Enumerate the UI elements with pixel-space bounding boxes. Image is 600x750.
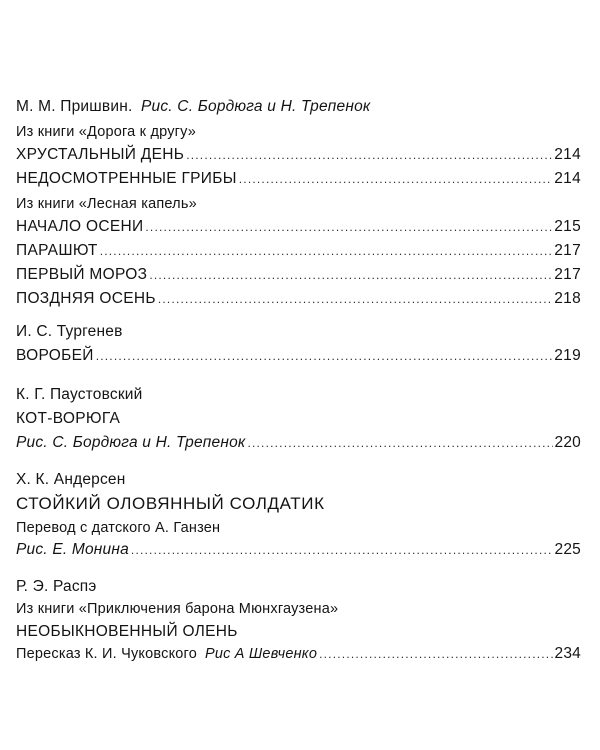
page-number: 217	[554, 266, 581, 283]
toc-entry[interactable]	[16, 242, 581, 260]
toc-entry[interactable]	[16, 541, 581, 559]
work-title: КОТ-ВОРЮГА	[16, 410, 121, 427]
book-source: Из книги «Приключения барона Мюнхгаузена»	[16, 601, 339, 617]
entry-title: ВОРОБЕЙ	[16, 347, 94, 364]
dot-leader	[131, 543, 553, 557]
entry-title: ПОЗДНЯЯ ОСЕНЬ	[16, 290, 156, 307]
work-title: НЕОБЫКНОВЕННЫЙ ОЛЕНЬ	[16, 623, 238, 640]
entry-title: ПЕРВЫЙ МОРОЗ	[16, 266, 148, 283]
illustrator-credit: Рис. С. Бордюга и Н. Трепенок	[16, 434, 246, 451]
author-name: К. Г. Паустовский	[16, 386, 143, 403]
page-number: 219	[554, 347, 581, 364]
author-line-prishvin	[16, 98, 581, 116]
dot-leader	[96, 349, 553, 363]
entry-title: НЕДОСМОТРЕННЫЕ ГРИБЫ	[16, 170, 237, 187]
author-name: Х. К. Андерсен	[16, 471, 126, 488]
entry-title: ХРУСТАЛЬНЫЙ ДЕНЬ	[16, 146, 185, 163]
page-number: 234	[554, 645, 581, 662]
page-number: 225	[554, 541, 581, 558]
page-number: 220	[554, 434, 581, 451]
page-number: 214	[554, 170, 581, 187]
illustrator-credit: Рис А Шевченко	[204, 646, 318, 662]
dot-leader	[239, 172, 552, 186]
toc-entry[interactable]	[16, 347, 581, 365]
toc-entry[interactable]	[16, 170, 581, 188]
author-name: Р. Э. Распэ	[16, 578, 97, 595]
toc-entry[interactable]	[16, 146, 581, 164]
entry-title: ПАРАШЮТ	[16, 242, 98, 259]
dot-leader	[319, 647, 552, 661]
work-title: СТОЙКИЙ ОЛОВЯННЫЙ СОЛДАТИК	[16, 494, 325, 513]
toc-entry[interactable]	[16, 218, 581, 236]
retelling-credit: Пересказ К. И. Чуковского	[16, 646, 197, 662]
toc-entry[interactable]	[16, 645, 581, 663]
illustrator-credit: Рис. Е. Монина	[16, 541, 129, 558]
page-number: 215	[554, 218, 581, 235]
dot-leader	[145, 220, 552, 234]
page-number: 217	[554, 242, 581, 259]
page-number: 214	[554, 146, 581, 163]
dot-leader	[186, 148, 552, 162]
toc-entry[interactable]	[16, 290, 581, 308]
toc-entry[interactable]	[16, 434, 581, 452]
book-source: Из книги «Дорога к другу»	[16, 124, 197, 140]
page-number: 218	[554, 290, 581, 307]
dot-leader	[100, 244, 553, 258]
translation-credit: Перевод с датского А. Ганзен	[16, 520, 221, 536]
dot-leader	[149, 268, 552, 282]
author-name: М. М. Пришвин.	[16, 98, 133, 115]
dot-leader	[247, 436, 552, 450]
toc-entry[interactable]	[16, 266, 581, 284]
entry-title: НАЧАЛО ОСЕНИ	[16, 218, 144, 235]
illustrator-credit: Рис. С. Бордюга и Н. Трепенок	[140, 98, 371, 115]
dot-leader	[158, 292, 552, 306]
author-name: И. С. Тургенев	[16, 323, 123, 340]
book-source: Из книги «Лесная капель»	[16, 196, 197, 212]
